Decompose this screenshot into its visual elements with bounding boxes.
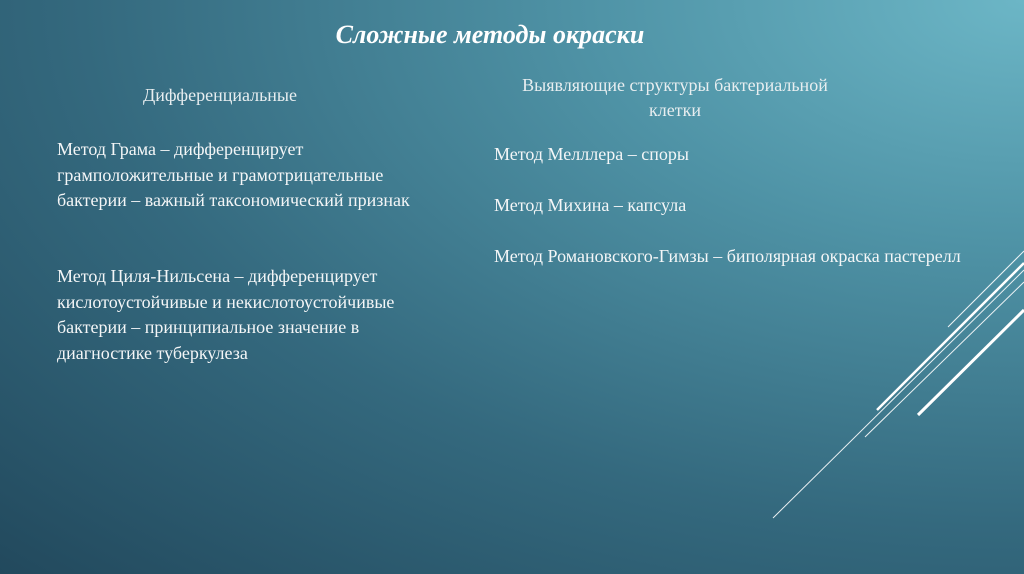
right-column-heading: Выявляющие структуры бактериальной клетки bbox=[522, 75, 828, 120]
mikhin-method-paragraph: Метод Михина – капсула bbox=[494, 195, 687, 215]
deco-line-thick bbox=[877, 263, 1024, 410]
deco-line-long bbox=[773, 270, 1024, 518]
ziehl-neelsen-paragraph: Метод Циля-Нильсена – дифференцирует кислотоустойчивые и некислотоустойчивые бактерии – принципиальное значение в диагностике туберкулеза bbox=[57, 266, 395, 363]
romanowsky-giemsa-paragraph: Метод Романовского-Гимзы – биполярная окраска пастерелл bbox=[494, 246, 961, 266]
gram-method-paragraph: Метод Грама – дифференцирует грамположительные и грамотрицательные бактерии – важный таксономический признак bbox=[57, 139, 410, 210]
slide-title: Сложные методы окраски bbox=[335, 20, 645, 49]
deco-line-thin bbox=[865, 282, 1024, 437]
left-column-heading: Дифференциальные bbox=[142, 85, 298, 105]
moeller-method-paragraph: Метод Мелллера – споры bbox=[494, 144, 689, 164]
deco-line-bold bbox=[918, 310, 1024, 415]
